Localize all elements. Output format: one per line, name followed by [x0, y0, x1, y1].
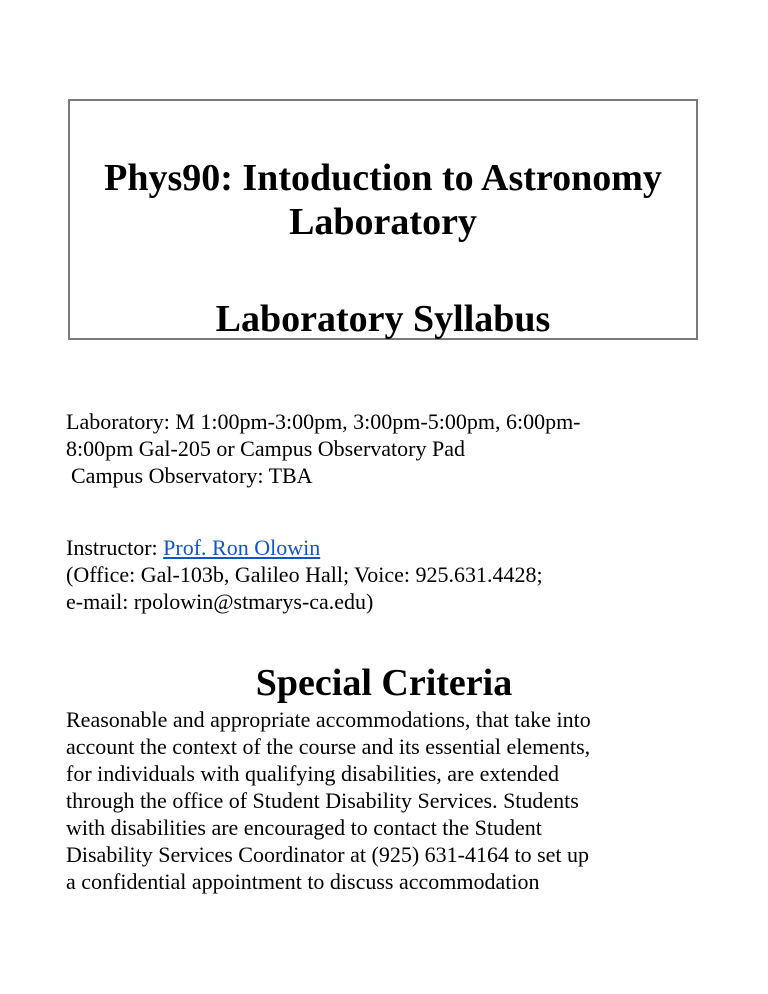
paragraph-line: account the context of the course and its essential elements, — [66, 734, 591, 759]
paragraph-line: for individuals with qualifying disabilities, are extended — [66, 761, 560, 786]
paragraph-line: Disability Services Coordinator at (925) 631-4164 to set up — [66, 842, 590, 867]
section-heading: Special Criteria — [255, 662, 513, 704]
syllabus-title: Laboratory Syllabus — [215, 298, 551, 340]
instructor-block — [66, 534, 716, 615]
paragraph-line: with disabilities are encouraged to contact the Student — [66, 815, 542, 840]
observatory-line: Campus Observatory: TBA — [71, 463, 313, 488]
paragraph-line: through the office of Student Disability Services. Students — [66, 788, 579, 813]
criteria-paragraph — [66, 706, 726, 895]
course-title: Phys90: Intoduction to Astronomy — [104, 157, 662, 199]
instructor-name-link[interactable]: Prof. Ron Olowin — [163, 535, 321, 560]
title-box — [68, 99, 698, 340]
office-line: (Office: Gal-103b, Galileo Hall; Voice: 925.631.4428; — [66, 562, 543, 587]
course-title-continued: Laboratory — [289, 201, 477, 243]
instructor-label: Instructor: — [66, 535, 164, 560]
schedule-block — [66, 408, 716, 489]
email-line: e-mail: rpolowin@stmarys-ca.edu) — [66, 589, 374, 614]
paragraph-line: a confidential appointment to discuss accommodation — [66, 869, 540, 894]
schedule-line: 8:00pm Gal-205 or Campus Observatory Pad — [66, 436, 465, 461]
schedule-line: Laboratory: M 1:00pm-3:00pm, 3:00pm-5:00pm, 6:00pm- — [66, 409, 581, 434]
instructor-line — [66, 534, 716, 561]
paragraph-line: Reasonable and appropriate accommodations, that take into — [66, 707, 591, 732]
